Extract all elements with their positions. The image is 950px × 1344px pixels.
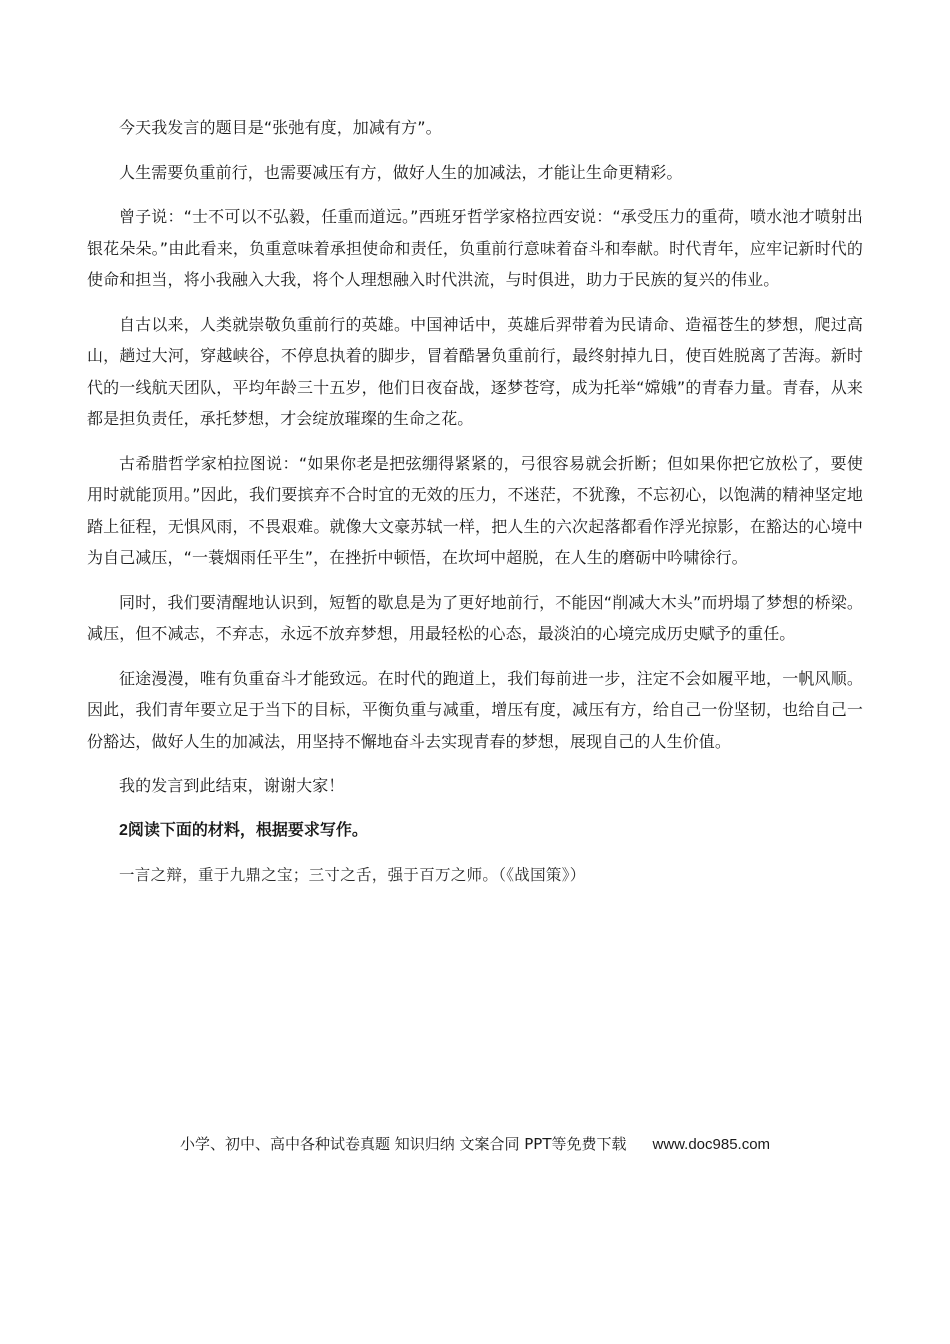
speech-paragraph-7: 征途漫漫，唯有负重奋斗才能致远。在时代的跑道上，我们每前进一步，注定不会如履平地，一帆风顺。因此，我们青年要立足于当下的目标，平衡负重与减重，增压有度，减压有方，给自己一份坚韧，也给自己一份豁达，做好人生的加减法，用坚持不懈地奋斗去实现青春的梦想，展现自己的人生价值。 (87, 668, 863, 751)
task-heading: 2阅读下面的材料，根据要求写作。 (119, 821, 368, 839)
footer-url[interactable]: www.doc985.com (652, 1136, 771, 1153)
speech-paragraph-1: 今天我发言的题目是“张弛有度，加减有方”。 (119, 118, 442, 137)
speech-paragraph-3: 曾子说：“士不可以不弘毅，任重而道远。”西班牙哲学家格拉西安说：“承受压力的重荷，喷水池才喷射出银花朵朵。”由此看来，负重意味着承担使命和责任，负重前行意味着奋斗和奉献。时代青年，应牢记新时代的使命和担当，将小我融入大我，将个人理想融入时代洪流，与时俱进，助力于民族的复兴的伟业。 (87, 207, 863, 289)
speech-paragraph-6: 同时，我们要清醒地认识到，短暂的歇息是为了更好地前行，不能因“削减大木头”而坍塌了梦想的桥梁。减压，但不减志，不弃志，永远不放弃梦想，用最轻松的心态，最淡泊的心境完成历史赋予的重任。 (87, 592, 863, 643)
speech-paragraph-2: 人生需要负重前行，也需要减压有方，做好人生的加减法，才能让生命更精彩。 (119, 162, 683, 182)
speech-paragraph-5: 古希腊哲学家柏拉图说：“如果你老是把弦绷得紧紧的，弓很容易就会折断；但如果你把它放松了，要使用时就能顶用。”因此，我们要摈弃不合时宜的无效的压力，不迷茫，不犹豫，不忘初心，以饱满的精神坚定地踏上征程，无惧风雨，不畏艰难。就像大文豪苏轼一样，把人生的六次起落都看作浮光掠影，在豁达的心境中为自己减压，“一蓑烟雨任平生”，在挫折中顿悟，在坎坷中超脱，在人生的磨砺中吟啸徐行。 (87, 453, 863, 567)
speech-paragraph-4: 自古以来，人类就崇敬负重前行的英雄。中国神话中，英雄后羿带着为民请命、造福苍生的梦想，爬过高山，趟过大河，穿越峡谷，不停息执着的脚步，冒着酷暑负重前行，最终射掉九日，使百姓脱离了苦海。新时代的一线航天团队，平均年龄三十五岁，他们日夜奋战，逐梦苍穹，成为托举“嫦娥”的青春力量。青春，从来都是担负责任，承托梦想，才会绽放璀璨的生命之花。 (87, 314, 863, 428)
page-footer (0, 1133, 950, 1156)
speech-closing: 我的发言到此结束，谢谢大家！ (119, 776, 345, 795)
footer-text: 小学、初中、高中各种试卷真题 知识归纳 文案合同 PPT等免费下载 (179, 1135, 627, 1153)
material-quote: 一言之辩，重于九鼎之宝；三寸之舌，强于百万之师。（《战国策》） (119, 865, 586, 884)
document-body (87, 112, 863, 891)
